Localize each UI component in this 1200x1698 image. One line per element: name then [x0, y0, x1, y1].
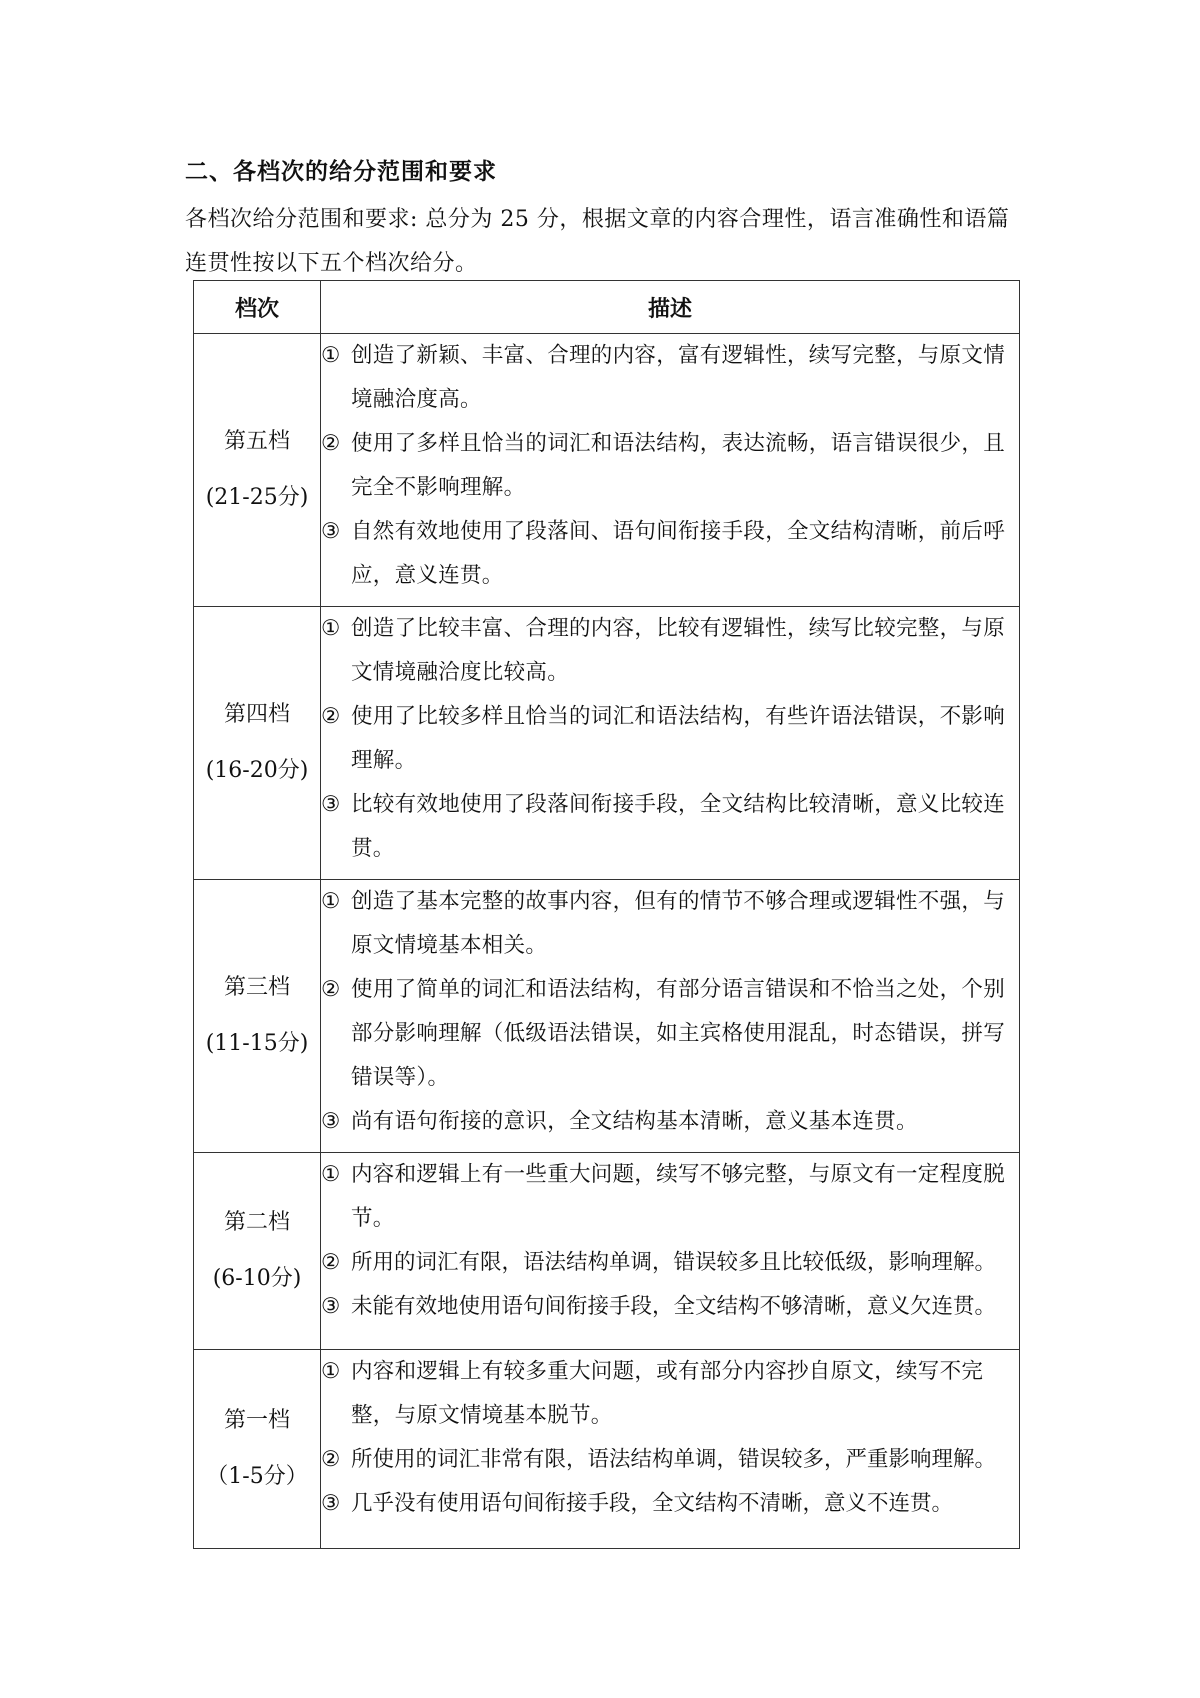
table-row [194, 880, 1020, 1153]
item-number: ① [321, 1359, 341, 1384]
item-number: ③ [321, 519, 341, 544]
criterion-item [321, 1482, 1019, 1526]
level-cell [194, 334, 321, 607]
item-text: 创造了比较丰富、合理的内容，比较有逻辑性，续写比较完整，与原文情境融洽度比较高。 [351, 616, 1006, 685]
item-text: 内容和逻辑上有一些重大问题，续写不够完整，与原文有一定程度脱节。 [351, 1162, 1006, 1231]
level-cell [194, 1153, 321, 1350]
level-range: (11-15分) [205, 1031, 309, 1056]
item-text: 尚有语句衔接的意识，全文结构基本清晰，意义基本连贯。 [351, 1109, 918, 1134]
header-level: 档次 [194, 281, 321, 334]
item-number: ① [321, 343, 341, 368]
criterion-item [321, 1438, 1019, 1482]
level-range: (16-20分) [205, 758, 309, 783]
item-text: 几乎没有使用语句间衔接手段，全文结构不清晰，意义不连贯。 [351, 1491, 954, 1516]
item-text: 使用了简单的词汇和语法结构，有部分语言错误和不恰当之处，个别部分影响理解（低级语法错误，如主宾格使用混乱，时态错误，拼写错误等）。 [351, 977, 1006, 1090]
level-cell [194, 607, 321, 880]
level-name: 第二档 [223, 1210, 290, 1235]
table-row [194, 1350, 1020, 1549]
item-number: ② [321, 704, 341, 729]
item-number: ② [321, 431, 341, 456]
item-number: ③ [321, 1294, 341, 1319]
item-number: ③ [321, 792, 341, 817]
criterion-item [321, 783, 1019, 871]
section-heading: 二、各档次的给分范围和要求 [185, 159, 497, 185]
criterion-item [321, 1100, 1019, 1144]
item-text: 创造了新颖、丰富、合理的内容，富有逻辑性，续写完整，与原文情境融洽度高。 [351, 343, 1006, 412]
item-number: ① [321, 616, 341, 641]
scoring-rubric-table [193, 280, 1020, 1549]
item-number: ③ [321, 1491, 341, 1516]
item-text: 比较有效地使用了段落间衔接手段，全文结构比较清晰，意义比较连贯。 [351, 792, 1006, 861]
level-name: 第四档 [223, 702, 290, 727]
level-name: 第五档 [223, 429, 290, 454]
criterion-item [321, 1241, 1019, 1285]
item-number: ① [321, 889, 341, 914]
header-description: 描述 [321, 281, 1020, 334]
item-text: 所用的词汇有限，语法结构单调，错误较多且比较低级，影响理解。 [351, 1250, 997, 1275]
description-cell [321, 880, 1020, 1153]
criterion-item [321, 1285, 1019, 1329]
item-text: 创造了基本完整的故事内容，但有的情节不够合理或逻辑性不强，与原文情境基本相关。 [351, 889, 1006, 958]
level-range: （1-5分） [206, 1464, 308, 1489]
criterion-item [321, 880, 1019, 968]
table-row [194, 334, 1020, 607]
level-cell [194, 880, 321, 1153]
table-row [194, 1153, 1020, 1350]
item-text: 未能有效地使用语句间衔接手段，全文结构不够清晰，意义欠连贯。 [351, 1294, 997, 1319]
criterion-item [321, 1350, 1019, 1438]
description-cell [321, 1350, 1020, 1549]
item-text: 自然有效地使用了段落间、语句间衔接手段，全文结构清晰，前后呼应，意义连贯。 [351, 519, 1006, 588]
criterion-item [321, 334, 1019, 422]
level-name: 第一档 [223, 1408, 290, 1433]
criterion-item [321, 695, 1019, 783]
description-cell [321, 1153, 1020, 1350]
description-cell [321, 334, 1020, 607]
criterion-item [321, 607, 1019, 695]
item-number: ② [321, 1447, 341, 1472]
item-text: 内容和逻辑上有较多重大问题，或有部分内容抄自原文，续写不完整，与原文情境基本脱节。 [351, 1359, 984, 1428]
table-row [194, 607, 1020, 880]
criterion-item [321, 968, 1019, 1100]
table-header-row [194, 281, 1020, 334]
item-number: ② [321, 1250, 341, 1275]
intro-paragraph: 各档次给分范围和要求: 总分为 25 分，根据文章的内容合理性，语言准确性和语篇连贯性按以下五个档次给分。 [185, 207, 1010, 276]
item-number: ③ [321, 1109, 341, 1134]
item-number: ① [321, 1162, 341, 1187]
criterion-item [321, 510, 1019, 598]
criterion-item [321, 1153, 1019, 1241]
level-name: 第三档 [223, 975, 290, 1000]
level-cell [194, 1350, 321, 1549]
item-text: 所使用的词汇非常有限，语法结构单调，错误较多，严重影响理解。 [351, 1447, 997, 1472]
criterion-item [321, 422, 1019, 510]
level-range: (21-25分) [205, 485, 309, 510]
item-number: ② [321, 977, 341, 1002]
description-cell [321, 607, 1020, 880]
item-text: 使用了多样且恰当的词汇和语法结构，表达流畅，语言错误很少，且完全不影响理解。 [351, 431, 1006, 500]
level-range: (6-10分) [212, 1266, 302, 1291]
item-text: 使用了比较多样且恰当的词汇和语法结构，有些许语法错误，不影响理解。 [351, 704, 1006, 773]
